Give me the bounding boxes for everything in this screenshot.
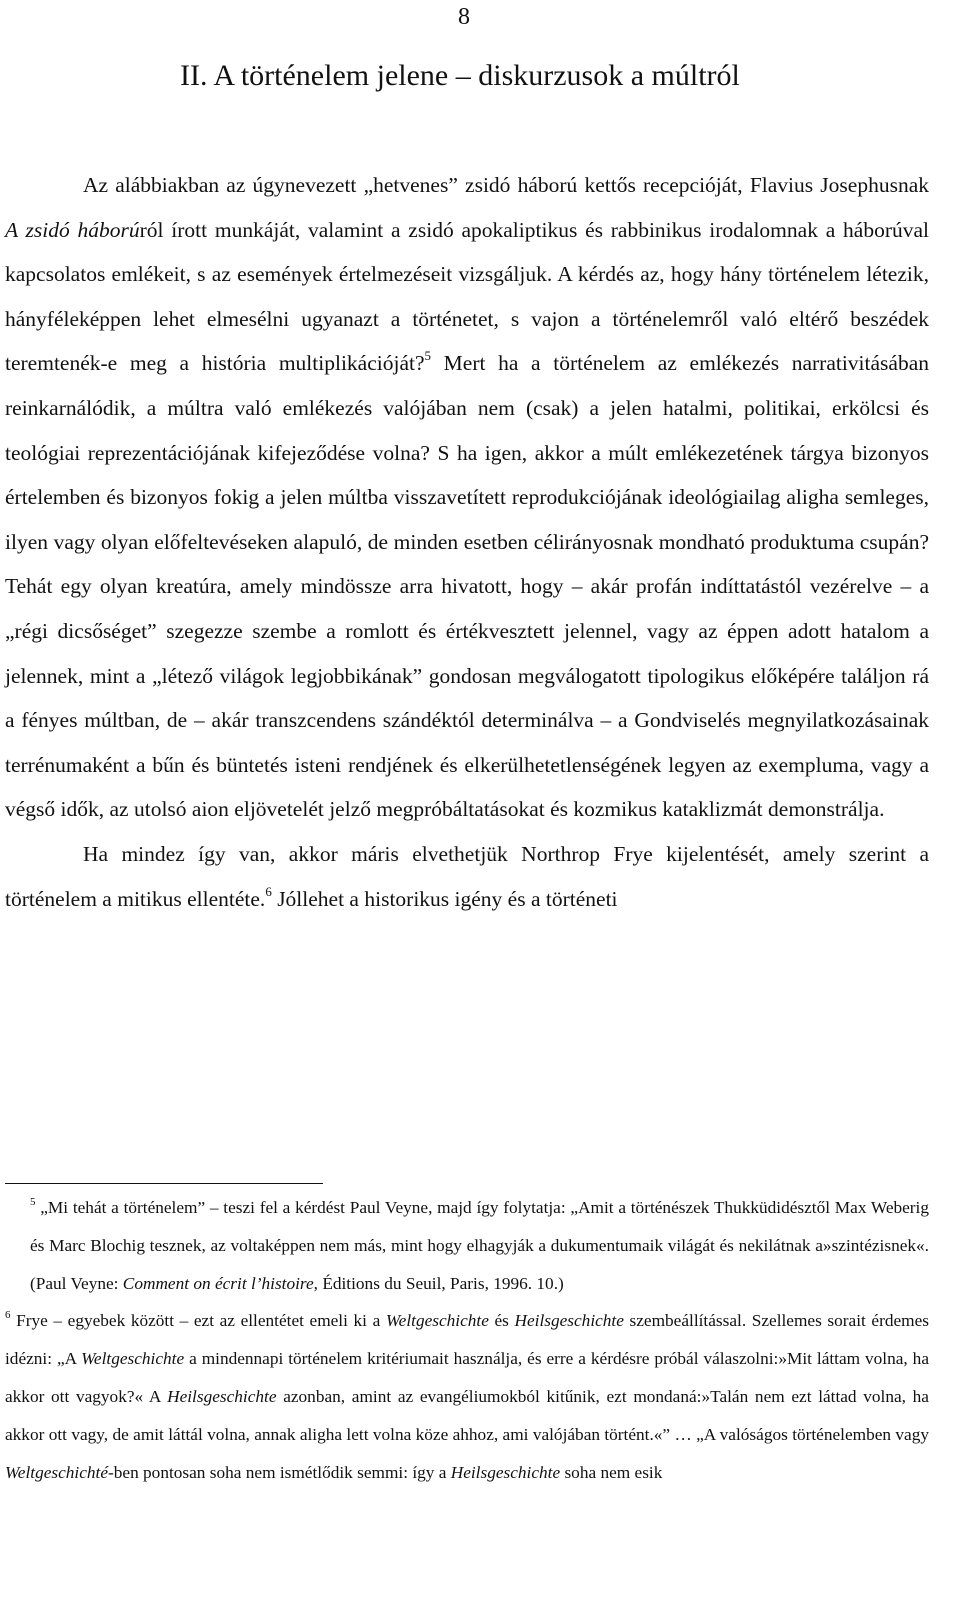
text-run: a mindennapi történelem kritériumait használja, és erre a kérdésre próbál válaszolni:»Mit láttam volna, ha akkor ott vagyok?« A	[5, 1349, 929, 1406]
text-run: , Éditions du Seuil, Paris, 1996. 10.)	[313, 1273, 564, 1293]
italic-term: Weltgeschichté	[5, 1462, 109, 1482]
footnote-ref-6[interactable]: 6	[265, 883, 272, 899]
text-run: soha nem esik	[560, 1462, 663, 1482]
italic-term: Weltgeschichte	[385, 1311, 489, 1331]
text-run: „Mi tehát a történelem” – teszi fel a kérdést Paul Veyne, majd így folytatja: „Amit a történészek Thukküdidésztől Max Weberig és Marc Blochig tesznek, az voltaképpen nem más, mint hogy elhagyják a dukumentumaik világát és nekilátnak a»szintézisnek«. (Paul Veyne:	[30, 1198, 929, 1293]
body-text	[5, 163, 929, 921]
chapter-title: II. A történelem jelene – diskurzusok a múltról	[180, 59, 740, 92]
italic-title: Comment on écrit l’histoire	[122, 1273, 314, 1293]
text-run: ról írott munkáját, valamint a zsidó apokaliptikus és rabbinikus irodalomnak a háborúval kapcsolatos emlékeit, s az események értelmezéseit vizsgáljuk. A kérdés az, hogy hány történelem létezik, hányféleképpen lehet elmesélni ugyanazt a történetet, s vajon a történelemről való eltérő beszédek teremtenék-e meg a história multiplikációját?	[5, 217, 929, 376]
italic-term: Heilsgeschichte	[450, 1462, 561, 1482]
footnote-separator	[5, 1183, 323, 1184]
footnote-ref-5[interactable]: 5	[424, 348, 432, 364]
italic-term: Heilsgeschichte	[514, 1311, 624, 1331]
footnote-6	[5, 1302, 929, 1491]
text-run: Jóllehet a historikus igény és a történeti	[271, 886, 618, 911]
text-run: Ha mindez így van, akkor máris elvethetjük Northrop Frye kijelentését, amely szerint a történelem a mitikus ellentéte.	[5, 841, 929, 911]
text-run: Mert ha a történelem az emlékezés narrativitásában reinkarnálódik, a múltra való emlékezés valójában nem (csak) a jelen hatalmi, politikai, erkölcsi és teológiai reprezentációjának kifejeződése volna? S ha igen, akkor a múlt emlékezetének tárgya bizonyos értelemben és bizonyos fokig a jelen múltba visszavetített reprodukciójának ideológiailag aligha semleges, ilyen vagy olyan előfeltevéseken alapuló, de minden esetben célirányosnak mondható produktuma csupán? Tehát egy olyan kreatúra, amely mindössze arra hivatott, hogy – akár profán indíttatástól vezérelve – a „régi dicsőséget” szegezze szembe a romlott és értékvesztett jelennel, vagy az éppen adott hatalom a jelennek, mint a „létező világok legjobbikának” gondosan megválogatott tipologikus előképére találjon rá a fényes múltban, de – akár transzcendens szándéktól determinálva – a Gondviselés megnyilatkozásainak terrénumaként a bűn és büntetés isteni rendjének és elkerülhetetlenségének legyen az exempluma, vagy a végső idők, az utolsó aion eljövetelét jelző megpróbáltatásokat és kozmikus kataklizmát demonstrálja.	[5, 351, 929, 822]
paragraph-1	[5, 163, 929, 832]
text-run: -ben pontosan soha nem ismétlődik semmi: így a	[108, 1462, 451, 1482]
italic-term: Weltgeschichte	[81, 1349, 185, 1369]
text-run: szembeállítással. Szellemes sorait érdemes idézni: „A	[5, 1311, 929, 1369]
italic-title: A zsidó háború	[5, 217, 140, 242]
footnotes	[5, 1189, 929, 1491]
text-run: azonban, amint az evangéliumokból kitűnik, ezt mondaná:»Talán nem ezt láttad volna, ha akkor ott vagy, de amit láttál volna, annak aligha lett volna köze ahhoz, ami valójában történt.«” … „A valóságos történelemben vagy	[5, 1386, 929, 1444]
paragraph-2	[5, 832, 929, 921]
text-run: Frye – egyebek között – ezt az ellentétet emeli ki a	[10, 1311, 386, 1331]
footnote-5	[5, 1189, 929, 1302]
page-number: 8	[458, 4, 470, 30]
footnote-number: 6	[5, 1309, 11, 1322]
italic-term: Heilsgeschichte	[167, 1386, 277, 1406]
text-run: és	[488, 1311, 515, 1331]
text-run: Az alábbiakban az úgynevezett „hetvenes” zsidó háború kettős recepcióját, Flavius Josephusnak	[83, 173, 929, 197]
footnote-number: 5	[30, 1196, 36, 1208]
